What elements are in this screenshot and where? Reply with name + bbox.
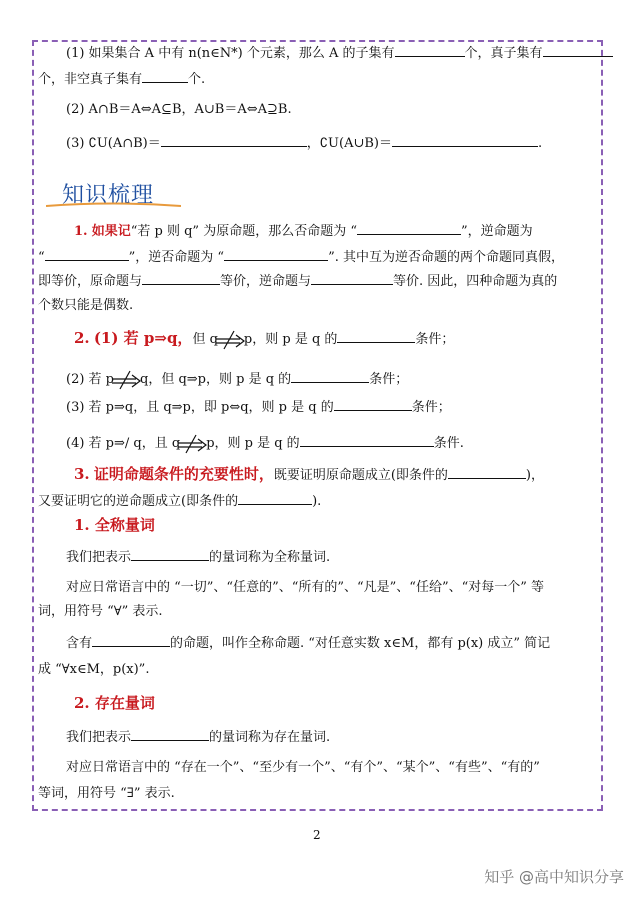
para-2-text-b: p，则 p 是 q 的	[243, 332, 338, 347]
para-1-text-g: 等价，逆命题与	[220, 274, 312, 289]
para-1-text-d: ”，逆否命题为 “	[128, 250, 225, 265]
heading-underline-icon	[46, 202, 181, 208]
para-2-item-4-c: 条件.	[433, 436, 464, 451]
section-1-line-2: 对应日常语言中的 “一切”、“任意的”、“所有的”、“凡是”、“任给”、“对每一个” 等	[66, 580, 545, 595]
item-3-text-b: ，∁U(A∪B)＝	[306, 136, 392, 151]
section-1-line-1	[66, 548, 330, 568]
item-1-text: (1) 如果集合 A 中有 n(n∈N*) 个元素，那么 A 的子集有	[66, 46, 395, 61]
section-2-line-3: 等词，用符号 “∃” 表示.	[38, 786, 175, 801]
para-2-line-4	[66, 434, 464, 454]
para-1-text-f: 即等价，原命题与	[38, 274, 143, 289]
para-2-text-c: 条件；	[415, 332, 455, 347]
item-2-line: (2) A∩B＝A⇔A⊆B，A∪B＝A⇔A⊇B.	[66, 102, 292, 117]
para-1-line-4: 个数只能是偶数.	[38, 298, 134, 313]
section-heading: 知识梳理	[62, 183, 155, 208]
item-1-line-2	[38, 70, 205, 90]
para-1-text-c: “	[38, 250, 45, 265]
para-1-line-3	[38, 272, 557, 292]
para-1-text-e: ”. 其中互为逆否命题的两个命题同真假，	[328, 250, 565, 265]
para-2-item-3-c: 条件；	[411, 400, 451, 415]
para-2-text-a: 但 q	[192, 332, 218, 347]
para-2-number: 2.	[74, 329, 90, 347]
para-1-text-b: ”，逆命题为	[460, 224, 533, 239]
para-3-keyword: 证明命题条件的充要性时，	[93, 465, 274, 483]
para-1-line-1	[74, 222, 533, 242]
para-3-text-c: 又要证明它的逆命题成立(即条件的	[38, 494, 239, 509]
para-3-text-b: )，	[525, 468, 544, 483]
section-1-text-a: 我们把表示	[66, 550, 132, 565]
item-3-text-c: .	[537, 136, 543, 151]
para-2-item-2-b: q，但 q⇒p，则 p 是 q 的	[140, 372, 292, 387]
section-1-line-4	[66, 634, 550, 654]
para-3-line-2	[38, 492, 321, 512]
para-2-item-4-b: p，则 p 是 q 的	[206, 436, 300, 451]
para-2-line-3	[66, 398, 451, 418]
para-3-line-1	[74, 464, 544, 486]
item-1-line	[66, 44, 613, 64]
section-2-text-b: 的量词称为存在量词.	[209, 730, 331, 745]
item-3-text-a: (3) ∁U(A∩B)＝	[66, 136, 161, 151]
para-2-item-2-c: 条件；	[369, 372, 409, 387]
para-1-line-2	[38, 248, 564, 268]
section-2-line-1	[66, 728, 330, 748]
watermark: 知乎 @高中知识分享	[484, 868, 624, 886]
section-1-text-b: 的量词称为全称量词.	[209, 550, 331, 565]
para-1-text-h: 等价. 因此，四种命题为真的	[393, 274, 558, 289]
section-1-line-3: 词，用符号 “∀” 表示.	[38, 604, 163, 619]
section-1-text-f: 的命题，叫作全称命题. “对任意实数 x∈M，都有 p(x) 成立” 简记	[170, 636, 551, 651]
para-1-keyword: 如果记	[91, 224, 131, 239]
para-2-line-1	[74, 328, 454, 350]
para-3-text-a: 既要证明原命题成立(即条件的	[273, 468, 448, 483]
section-1-title: 1. 全称量词	[74, 516, 155, 534]
section-2-title: 2. 存在量词	[74, 694, 155, 712]
para-2-item-3-text: (3) 若 p⇒q，且 q⇒p，即 p⇔q，则 p 是 q 的	[66, 400, 334, 415]
para-3-number: 3.	[74, 465, 90, 483]
para-3-text-d: ).	[312, 494, 322, 509]
para-2-keyword: (1) 若 p⇒q，	[93, 329, 193, 347]
para-2-item-2-a: (2) 若 p	[66, 372, 115, 387]
item-1-text-c: 个，非空真子集有	[38, 72, 143, 87]
item-3-line	[66, 134, 542, 154]
item-1-text-d: 个.	[188, 72, 206, 87]
para-2-item-4-a: (4) 若 p⇒/ q，且 q	[66, 436, 181, 451]
section-2-line-2: 对应日常语言中的 “存在一个”、“至少有一个”、“有个”、“某个”、“有些”、“有的”	[66, 760, 540, 775]
para-1-number: 1.	[74, 224, 88, 239]
section-1-line-5: 成 “∀x∈M，p(x)”.	[38, 662, 150, 677]
para-2-line-2	[66, 370, 408, 390]
section-2-text-a: 我们把表示	[66, 730, 132, 745]
para-1-text-a: “若 p 则 q” 为原命题，那么否命题为 “	[130, 224, 357, 239]
section-1-text-e: 含有	[66, 636, 93, 651]
page-number: 2	[313, 828, 321, 842]
item-1-text-b: 个，真子集有	[464, 46, 543, 61]
